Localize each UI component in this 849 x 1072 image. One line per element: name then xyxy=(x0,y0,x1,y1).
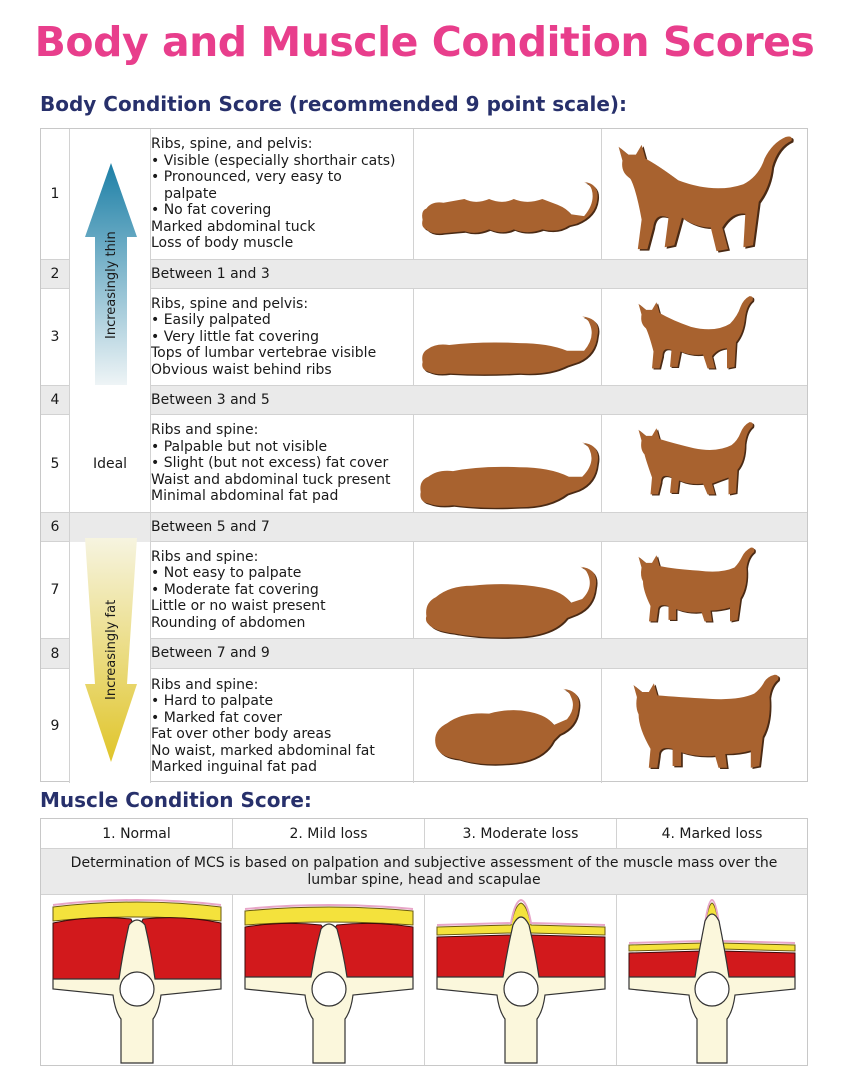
bcs-description xyxy=(151,542,413,638)
bcs-heading: Body Condition Score (recommended 9 point scale): xyxy=(40,92,628,116)
bcs-description-line: palpate xyxy=(164,185,217,202)
mcs-heading: Muscle Condition Score: xyxy=(40,788,312,812)
mcs-column-moderate-loss: 3. Moderate loss xyxy=(425,819,617,849)
mcs-illustration-marked-loss xyxy=(617,895,807,1065)
spine-cross-section-icon xyxy=(41,895,233,1065)
bcs-score: 4 xyxy=(41,386,70,414)
bcs-description-line: • Not easy to palpate xyxy=(151,565,302,582)
mcs-table xyxy=(40,818,808,1066)
bcs-description-line: • No fat covering xyxy=(151,202,272,219)
spine-cross-section-icon xyxy=(425,895,617,1065)
page-title: Body and Muscle Condition Scores xyxy=(34,18,815,66)
bcs-description xyxy=(151,129,413,259)
bcs-score: 1 xyxy=(41,129,70,259)
bcs-description-line: Little or no waist present xyxy=(151,598,326,615)
bcs-description-line: Rounding of abdomen xyxy=(151,614,306,631)
mcs-column-mild-loss: 2. Mild loss xyxy=(233,819,425,849)
bcs-description-line: Ribs and spine: xyxy=(151,422,259,439)
bcs-description xyxy=(151,513,413,541)
cat-side-view-icon xyxy=(609,133,801,261)
bcs-score: 8 xyxy=(41,639,70,668)
mcs-illustration-moderate-loss xyxy=(425,895,617,1065)
bcs-description-line: Minimal abdominal fat pad xyxy=(151,488,339,505)
bcs-description-line: Fat over other body areas xyxy=(151,726,332,742)
bcs-description-line: Between 1 and 3 xyxy=(151,265,270,282)
bcs-description-line: Tops of lumbar vertebrae visible xyxy=(151,345,377,362)
bcs-description-line: Marked abdominal tuck xyxy=(151,218,316,235)
bcs-description-line: Ribs and spine: xyxy=(151,676,259,693)
ideal-label: Ideal xyxy=(70,415,151,513)
bcs-description xyxy=(151,415,413,512)
spine-cross-section-icon xyxy=(617,895,807,1065)
cat-side-view-icon xyxy=(625,673,795,785)
mcs-note: Determination of MCS is based on palpation and subjective assessment of the muscle mass over the lumbar spine, head and scapulae xyxy=(41,849,807,895)
bcs-score: 2 xyxy=(41,260,70,288)
fat-label: Increasingly fat xyxy=(104,599,119,700)
bcs-description-line: • Hard to palpate xyxy=(151,693,274,709)
arrow-down-icon xyxy=(81,536,141,764)
bcs-description-line: Between 3 and 5 xyxy=(151,391,270,408)
bcs-score: 5 xyxy=(41,415,70,512)
bcs-row xyxy=(41,260,807,289)
bcs-score: 9 xyxy=(41,669,70,783)
cat-top-view-icon xyxy=(415,435,605,530)
cat-top-view-icon xyxy=(415,561,605,656)
bcs-description-line: • Slight (but not excess) fat cover xyxy=(151,455,389,472)
bcs-description-line: • Visible (especially shorthair cats) xyxy=(151,152,396,169)
mcs-column-marked-loss: 4. Marked loss xyxy=(617,819,807,849)
bcs-description-line: Waist and abdominal tuck present xyxy=(151,471,391,488)
cat-side-view-icon xyxy=(631,293,781,393)
bcs-description-line: • Marked fat cover xyxy=(151,709,283,726)
cat-top-view-icon xyxy=(415,307,605,402)
bcs-description xyxy=(151,260,413,288)
mcs-illustration-mild-loss xyxy=(233,895,425,1065)
bcs-description-line: • Palpable but not visible xyxy=(151,438,328,455)
bcs-description xyxy=(151,669,413,783)
cat-side-view-icon xyxy=(631,419,781,519)
bcs-description xyxy=(151,386,413,414)
bcs-score: 6 xyxy=(41,513,70,541)
bcs-description-line: Marked inguinal fat pad xyxy=(151,759,317,775)
bcs-description xyxy=(151,289,413,385)
bcs-description-line: Loss of body muscle xyxy=(151,235,294,252)
cat-top-view-icon xyxy=(415,687,605,782)
bcs-description-line: Ribs, spine, and pelvis: xyxy=(151,136,313,153)
bcs-description-line: • Pronounced, very easy to xyxy=(151,169,342,186)
mcs-column-normal: 1. Normal xyxy=(41,819,233,849)
bcs-description-line: Ribs, spine and pelvis: xyxy=(151,295,309,312)
bcs-description-line: Between 5 and 7 xyxy=(151,518,270,535)
bcs-description-line: No waist, marked abdominal fat xyxy=(151,742,375,759)
bcs-description-line: Between 7 and 9 xyxy=(151,645,270,662)
bcs-table xyxy=(40,128,808,782)
bcs-description-line: • Moderate fat covering xyxy=(151,581,319,598)
arrow-up-icon xyxy=(81,161,141,387)
mcs-illustration-normal xyxy=(41,895,233,1065)
bcs-score: 3 xyxy=(41,289,70,385)
cat-side-view-icon xyxy=(631,546,781,646)
bcs-description-line: Obvious waist behind ribs xyxy=(151,361,332,378)
bcs-score: 7 xyxy=(41,542,70,638)
thin-label: Increasingly thin xyxy=(104,231,119,339)
bcs-description-line: Ribs and spine: xyxy=(151,548,259,565)
bcs-description xyxy=(151,639,413,668)
spine-cross-section-icon xyxy=(233,895,425,1065)
cat-top-view-icon xyxy=(415,161,605,256)
bcs-description-line: • Easily palpated xyxy=(151,312,271,329)
bcs-description-line: • Very little fat covering xyxy=(151,328,320,345)
